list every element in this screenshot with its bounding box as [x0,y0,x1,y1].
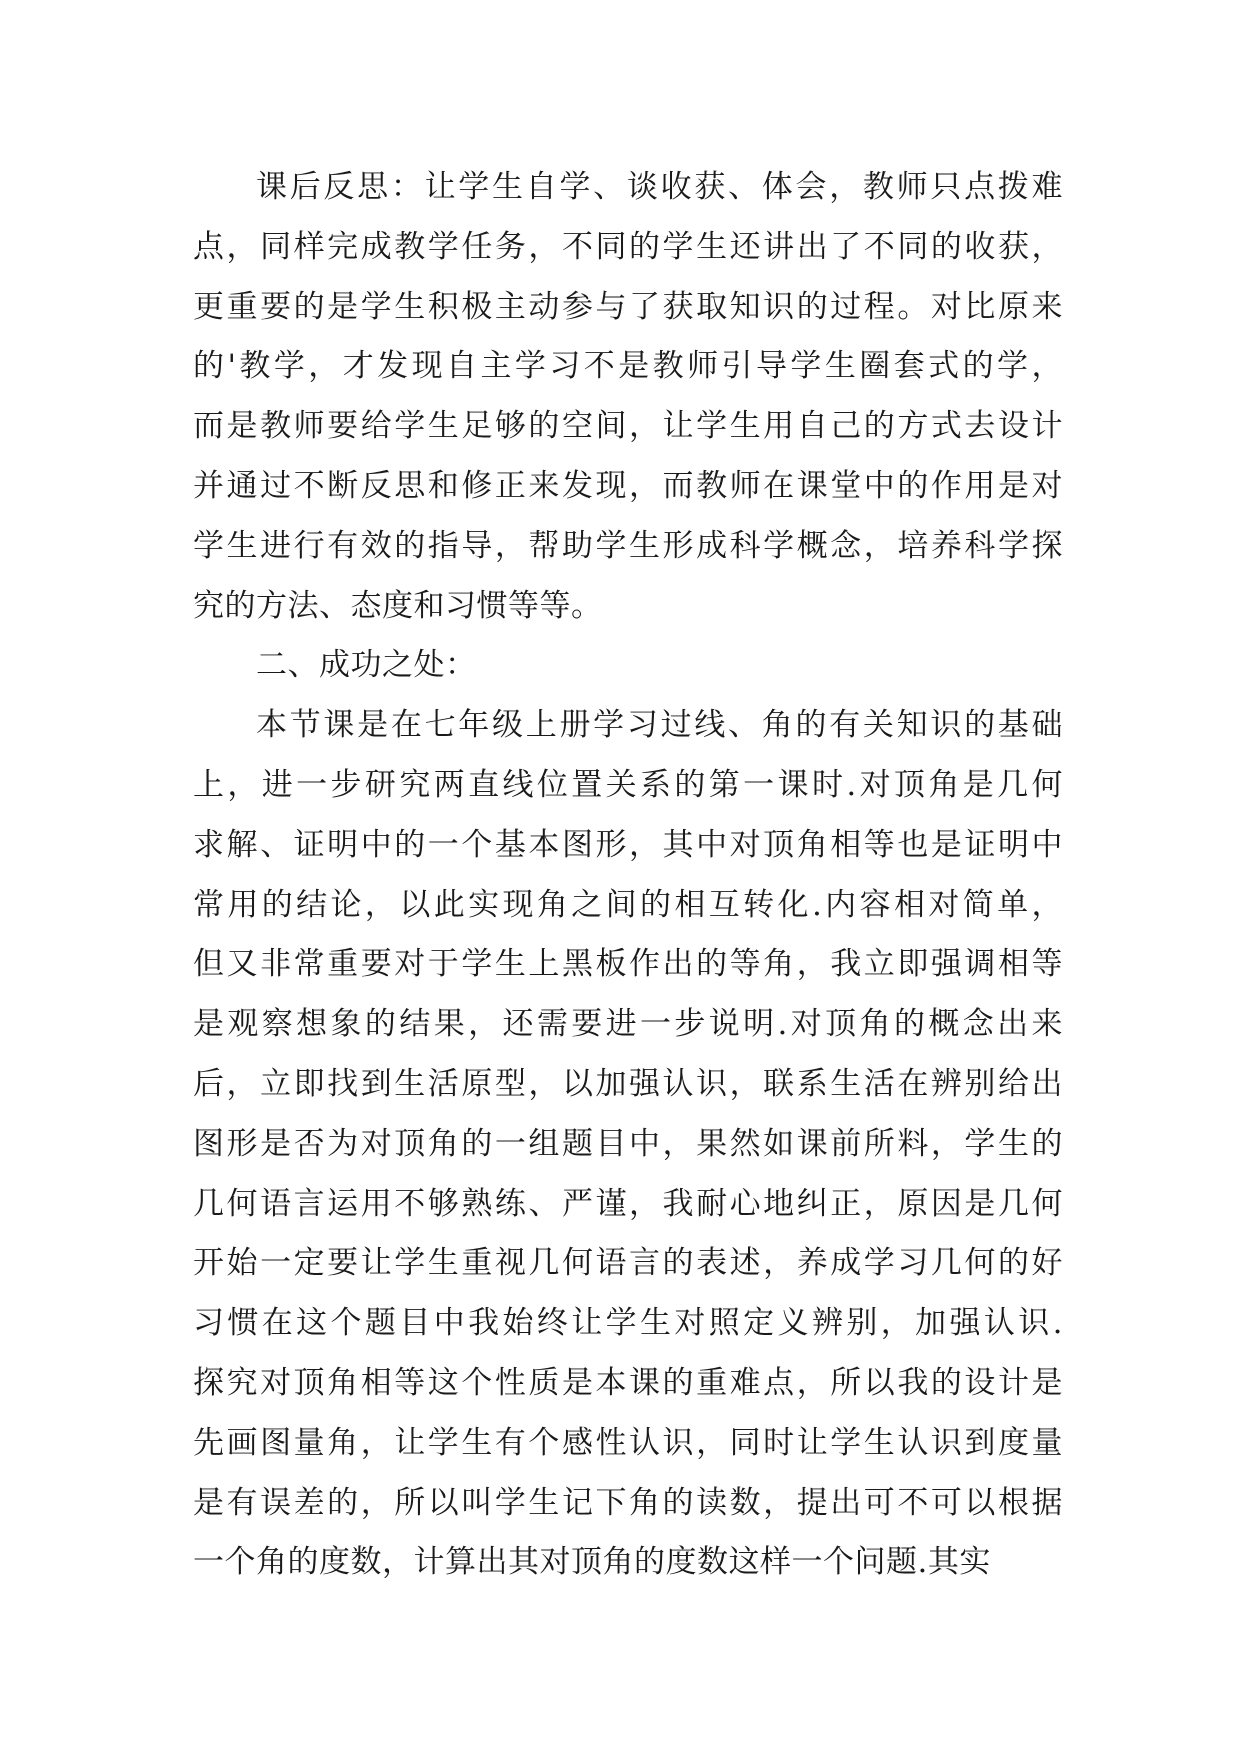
text-line: 而是教师要给学生足够的空间，让学生用自己的方式去设计 [193,408,1063,445]
section-heading: 二、成功之处： [256,647,477,684]
text-line: 更重要的是学生积极主动参与了获取知识的过程。对比原来 [193,288,1063,325]
text-line: 是观察想象的结果，还需要进一步说明.对顶角的概念出来 [193,1006,1063,1043]
text-line: 的'教学，才发现自主学习不是教师引导学生圈套式的学， [193,348,1063,385]
text-line: 求解、证明中的一个基本图形，其中对顶角相等也是证明中 [193,826,1063,863]
text-line: 习惯在这个题目中我始终让学生对照定义辨别，加强认识. [193,1305,1063,1342]
text-line: 学生进行有效的指导，帮助学生形成科学概念，培养科学探 [193,527,1063,564]
text-line: 本节课是在七年级上册学习过线、角的有关知识的基础 [256,707,1063,744]
text-line: 是有误差的，所以叫学生记下角的读数，提出可不可以根据 [193,1484,1063,1521]
text-line: 常用的结论，以此实现角之间的相互转化.内容相对简单， [193,886,1063,923]
text-line: 探究对顶角相等这个性质是本课的重难点，所以我的设计是 [193,1364,1063,1401]
text-line: 究的方法、态度和习惯等等。 [193,587,603,624]
text-line: 点，同样完成教学任务，不同的学生还讲出了不同的收获， [193,228,1063,265]
body-text [193,158,1063,1593]
text-line: 并通过不断反思和修正来发现，而教师在课堂中的作用是对 [193,467,1063,504]
text-line: 一个角的度数，计算出其对顶角的度数这样一个问题.其实 [193,1544,991,1581]
text-line: 后，立即找到生活原型，以加强认识，联系生活在辨别给出 [193,1065,1063,1102]
text-line: 先画图量角，让学生有个感性认识，同时让学生认识到度量 [193,1424,1063,1461]
text-line: 开始一定要让学生重视几何语言的表述，养成学习几何的好 [193,1245,1063,1282]
text-line: 图形是否为对顶角的一组题目中，果然如课前所料，学生的 [193,1125,1063,1162]
text-line: 几何语言运用不够熟练、严谨，我耐心地纠正，原因是几何 [193,1185,1063,1222]
text-line: 上，进一步研究两直线位置关系的第一课时.对顶角是几何 [193,766,1063,803]
text-line: 课后反思：让学生自学、谈收获、体会，教师只点拨难 [256,169,1063,205]
text-line: 但又非常重要对于学生上黑板作出的等角，我立即强调相等 [193,946,1063,983]
